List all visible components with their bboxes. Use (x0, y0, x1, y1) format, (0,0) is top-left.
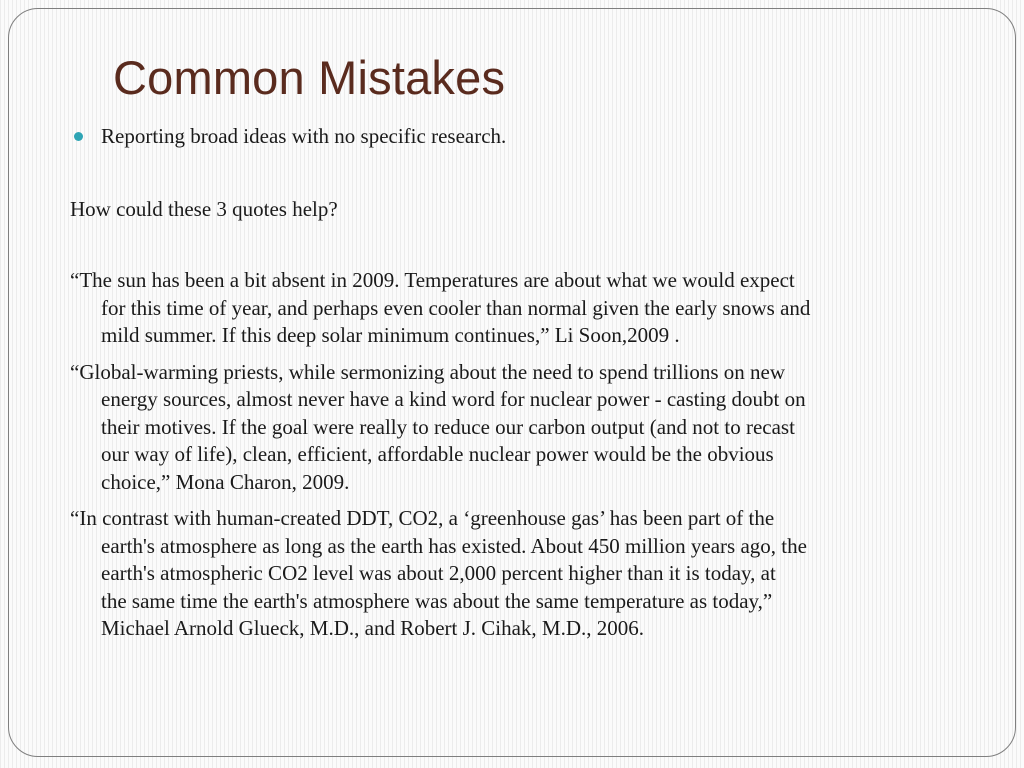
quote-line: “In contrast with human-created DDT, CO2, a ‘greenhouse gas’ has been part of the (70, 506, 775, 530)
quote-line: earth's atmosphere as long as the earth has existed. About 450 million years ago, the (101, 533, 807, 558)
quote-line: for this time of year, and perhaps even cooler than normal given the early snows and (101, 295, 811, 320)
quote-line: choice,” Mona Charon, 2009. (101, 469, 350, 494)
quote-glueck-cihak (70, 505, 970, 643)
quote-line: “The sun has been a bit absent in 2009. Temperatures are about what we would expect (70, 268, 795, 292)
bullet-item (70, 123, 970, 151)
quote-line: earth's atmospheric CO2 level was about 2,000 percent higher than it is today, at (101, 561, 776, 585)
quote-line: energy sources, almost never have a kind word for nuclear power - casting doubt on (101, 387, 806, 411)
quote-line: their motives. If the goal were really to reduce our carbon output (and not to recast (101, 414, 795, 439)
quote-line: our way of life), clean, efficient, affordable nuclear power would be the obvious (101, 442, 774, 466)
slide-title: Common Mistakes (113, 51, 506, 104)
quote-line: Michael Arnold Glueck, M.D., and Robert J. Cihak, M.D., 2006. (101, 616, 645, 640)
bullet-text: Reporting broad ideas with no specific research. (101, 124, 507, 148)
slide-body (70, 123, 970, 643)
quote-line: “Global-warming priests, while sermonizing about the need to spend trillions on new (70, 359, 786, 384)
bullet-dot-icon (74, 132, 83, 141)
quote-soon (70, 267, 970, 350)
question-text: How could these 3 quotes help? (70, 196, 338, 221)
quote-line: mild summer. If this deep solar minimum continues,” Li Soon,2009 . (101, 323, 680, 347)
quote-charon (70, 359, 970, 497)
quote-line: the same time the earth's atmosphere was about the same temperature as today,” (101, 588, 773, 613)
